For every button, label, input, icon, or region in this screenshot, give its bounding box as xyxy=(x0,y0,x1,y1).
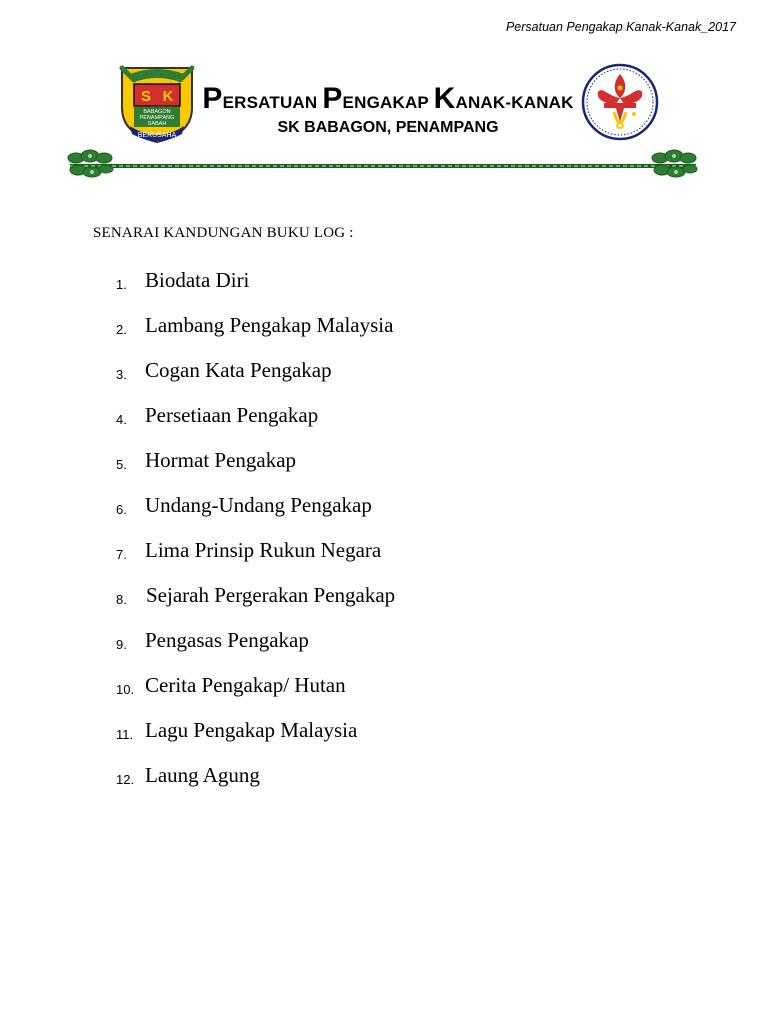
toc-item-number: 4. xyxy=(116,412,127,427)
school-logo xyxy=(116,64,198,144)
toc-heading: SENARAI KANDUNGAN BUKU LOG : xyxy=(93,225,354,241)
toc-item-number: 2. xyxy=(116,322,127,337)
toc-item-label: Laung Agung xyxy=(145,763,260,787)
logo-text-line3: SABAH xyxy=(147,121,167,127)
toc-item-label: Lambang Pengakap Malaysia xyxy=(145,313,394,337)
logo-initial-s: S xyxy=(140,88,152,105)
toc-item-label: Cogan Kata Pengakap xyxy=(145,358,332,382)
toc-item-label: Lagu Pengakap Malaysia xyxy=(145,718,358,742)
toc-item-number: 7. xyxy=(116,547,127,562)
toc-item-label: Biodata Diri xyxy=(145,268,250,292)
toc-item-number: 10. xyxy=(116,682,135,697)
toc-item-number: 11. xyxy=(116,727,134,742)
organization-title xyxy=(200,84,576,138)
title-main: PERSATUAN PENGAKAP KANAK-KANAK xyxy=(202,82,574,115)
title-subtitle: SK BABAGON, PENAMPANG xyxy=(277,119,499,136)
logo-initial-k: K xyxy=(162,88,174,105)
scout-emblem xyxy=(580,62,660,142)
toc-item-number: 8. xyxy=(116,592,127,607)
toc-item-label: Pengasas Pengakap xyxy=(145,628,309,652)
toc-item-label: Sejarah Pergerakan Pengakap xyxy=(146,583,396,607)
toc-item-number: 9. xyxy=(116,637,127,652)
toc-item-label: Lima Prinsip Rukun Negara xyxy=(145,538,382,562)
logo-text-line1: BABAGON xyxy=(143,109,171,115)
toc-item-label: Cerita Pengakap/ Hutan xyxy=(145,673,346,697)
toc-item-number: 1. xyxy=(116,277,127,292)
toc-item-label: Hormat Pengakap xyxy=(145,448,297,472)
toc-item-number: 12. xyxy=(116,772,135,787)
toc-item-number: 5. xyxy=(116,457,127,472)
rope-divider xyxy=(60,146,706,182)
toc-item-label: Persetiaan Pengakap xyxy=(145,403,319,427)
logo-motto: BERUSAHA xyxy=(137,132,177,139)
logo-text-line2: PENAMPANG xyxy=(139,115,175,121)
toc-item-number: 6. xyxy=(116,502,127,517)
running-header: Persatuan Pengakap Kanak-Kanak_2017 xyxy=(505,20,736,34)
toc-item-number: 3. xyxy=(116,367,127,382)
toc-item-label: Undang-Undang Pengakap xyxy=(145,493,372,517)
